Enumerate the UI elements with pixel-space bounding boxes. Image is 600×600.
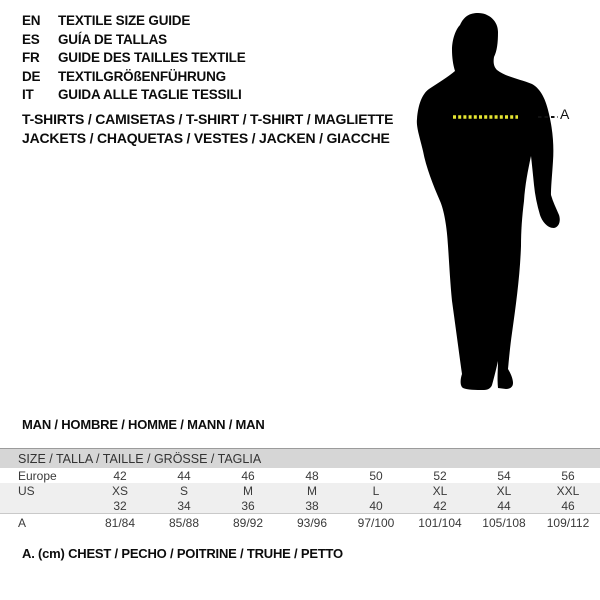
table-row-us-numeric (0, 498, 600, 514)
language-code: EN (22, 13, 41, 28)
size-cell: 40 (369, 498, 383, 513)
language-code: ES (22, 31, 40, 47)
measure-footnote: A. (cm) CHEST / PECHO / POITRINE / TRUHE / PETTO (22, 546, 343, 561)
language-label: TEXTILE SIZE GUIDE (58, 13, 191, 28)
size-cell: 48 (305, 468, 319, 483)
gender-title: MAN / HOMBRE / HOMME / MANN / MAN (22, 417, 265, 432)
size-cell: 34 (177, 498, 191, 513)
table-row-us (0, 483, 600, 498)
language-code: DE (22, 68, 41, 84)
row-label: Europe (18, 468, 57, 483)
size-cell: 32 (113, 498, 127, 513)
size-cell: 89/92 (232, 515, 264, 530)
size-cell: 44 (177, 468, 191, 483)
table-row-europe (0, 468, 600, 483)
category-line-jackets: JACKETS / CHAQUETAS / VESTES / JACKEN / GIACCHE (22, 130, 390, 146)
size-cell: 105/108 (482, 515, 526, 530)
size-cell: 38 (305, 498, 319, 513)
size-cell: XS (111, 483, 128, 498)
size-cell: 46 (241, 468, 255, 483)
list-item (22, 12, 246, 31)
size-cell: 42 (433, 498, 447, 513)
measure-label-a: A (560, 106, 570, 122)
size-table-header-label: SIZE / TALLA / TAILLE / GRÖSSE / TAGLIA (18, 451, 262, 466)
category-title (22, 110, 393, 148)
language-label: GUÍA DE TALLAS (58, 31, 167, 47)
list-item (22, 31, 246, 50)
size-cell: 109/112 (546, 515, 590, 530)
size-cell: 42 (113, 468, 127, 483)
size-cell: 46 (561, 498, 575, 513)
size-cell: 56 (561, 468, 575, 483)
size-table-header (0, 448, 600, 468)
size-cell: XL (496, 483, 512, 498)
size-cell: XXL (556, 483, 580, 498)
language-code: IT (22, 87, 34, 103)
size-cell: XL (432, 483, 448, 498)
list-item (22, 49, 246, 68)
size-cell: 52 (433, 468, 447, 483)
size-cell: 36 (241, 498, 255, 513)
size-cell: S (179, 483, 188, 498)
row-label: US (18, 483, 35, 498)
size-cell: 50 (369, 468, 383, 483)
category-line-tshirts: T-SHIRTS / CAMISETAS / T-SHIRT / T-SHIRT / MAGLIETTE (22, 111, 394, 127)
list-item (22, 86, 246, 105)
language-label: GUIDA ALLE TAGLIE TESSILI (58, 87, 242, 103)
size-cell: 85/88 (168, 515, 200, 530)
size-cell: 101/104 (418, 515, 462, 530)
list-item (22, 68, 246, 87)
man-silhouette (390, 5, 590, 395)
size-cell: M (243, 483, 253, 498)
size-cell: L (372, 483, 380, 498)
row-label: A (18, 515, 27, 530)
language-code: FR (22, 50, 40, 66)
language-guide-list (22, 12, 246, 105)
size-table (0, 448, 600, 531)
size-cell: 97/100 (357, 515, 395, 530)
language-label: GUIDE DES TAILLES TEXTILE (58, 50, 246, 66)
size-cell: 54 (497, 468, 511, 483)
language-label: TEXTILGRÖßENFÜHRUNG (58, 68, 226, 84)
size-cell: 44 (497, 498, 511, 513)
size-cell: M (307, 483, 317, 498)
size-cell: 81/84 (104, 515, 136, 530)
table-row-chest-measure (0, 514, 600, 531)
size-cell: 93/96 (296, 515, 328, 530)
